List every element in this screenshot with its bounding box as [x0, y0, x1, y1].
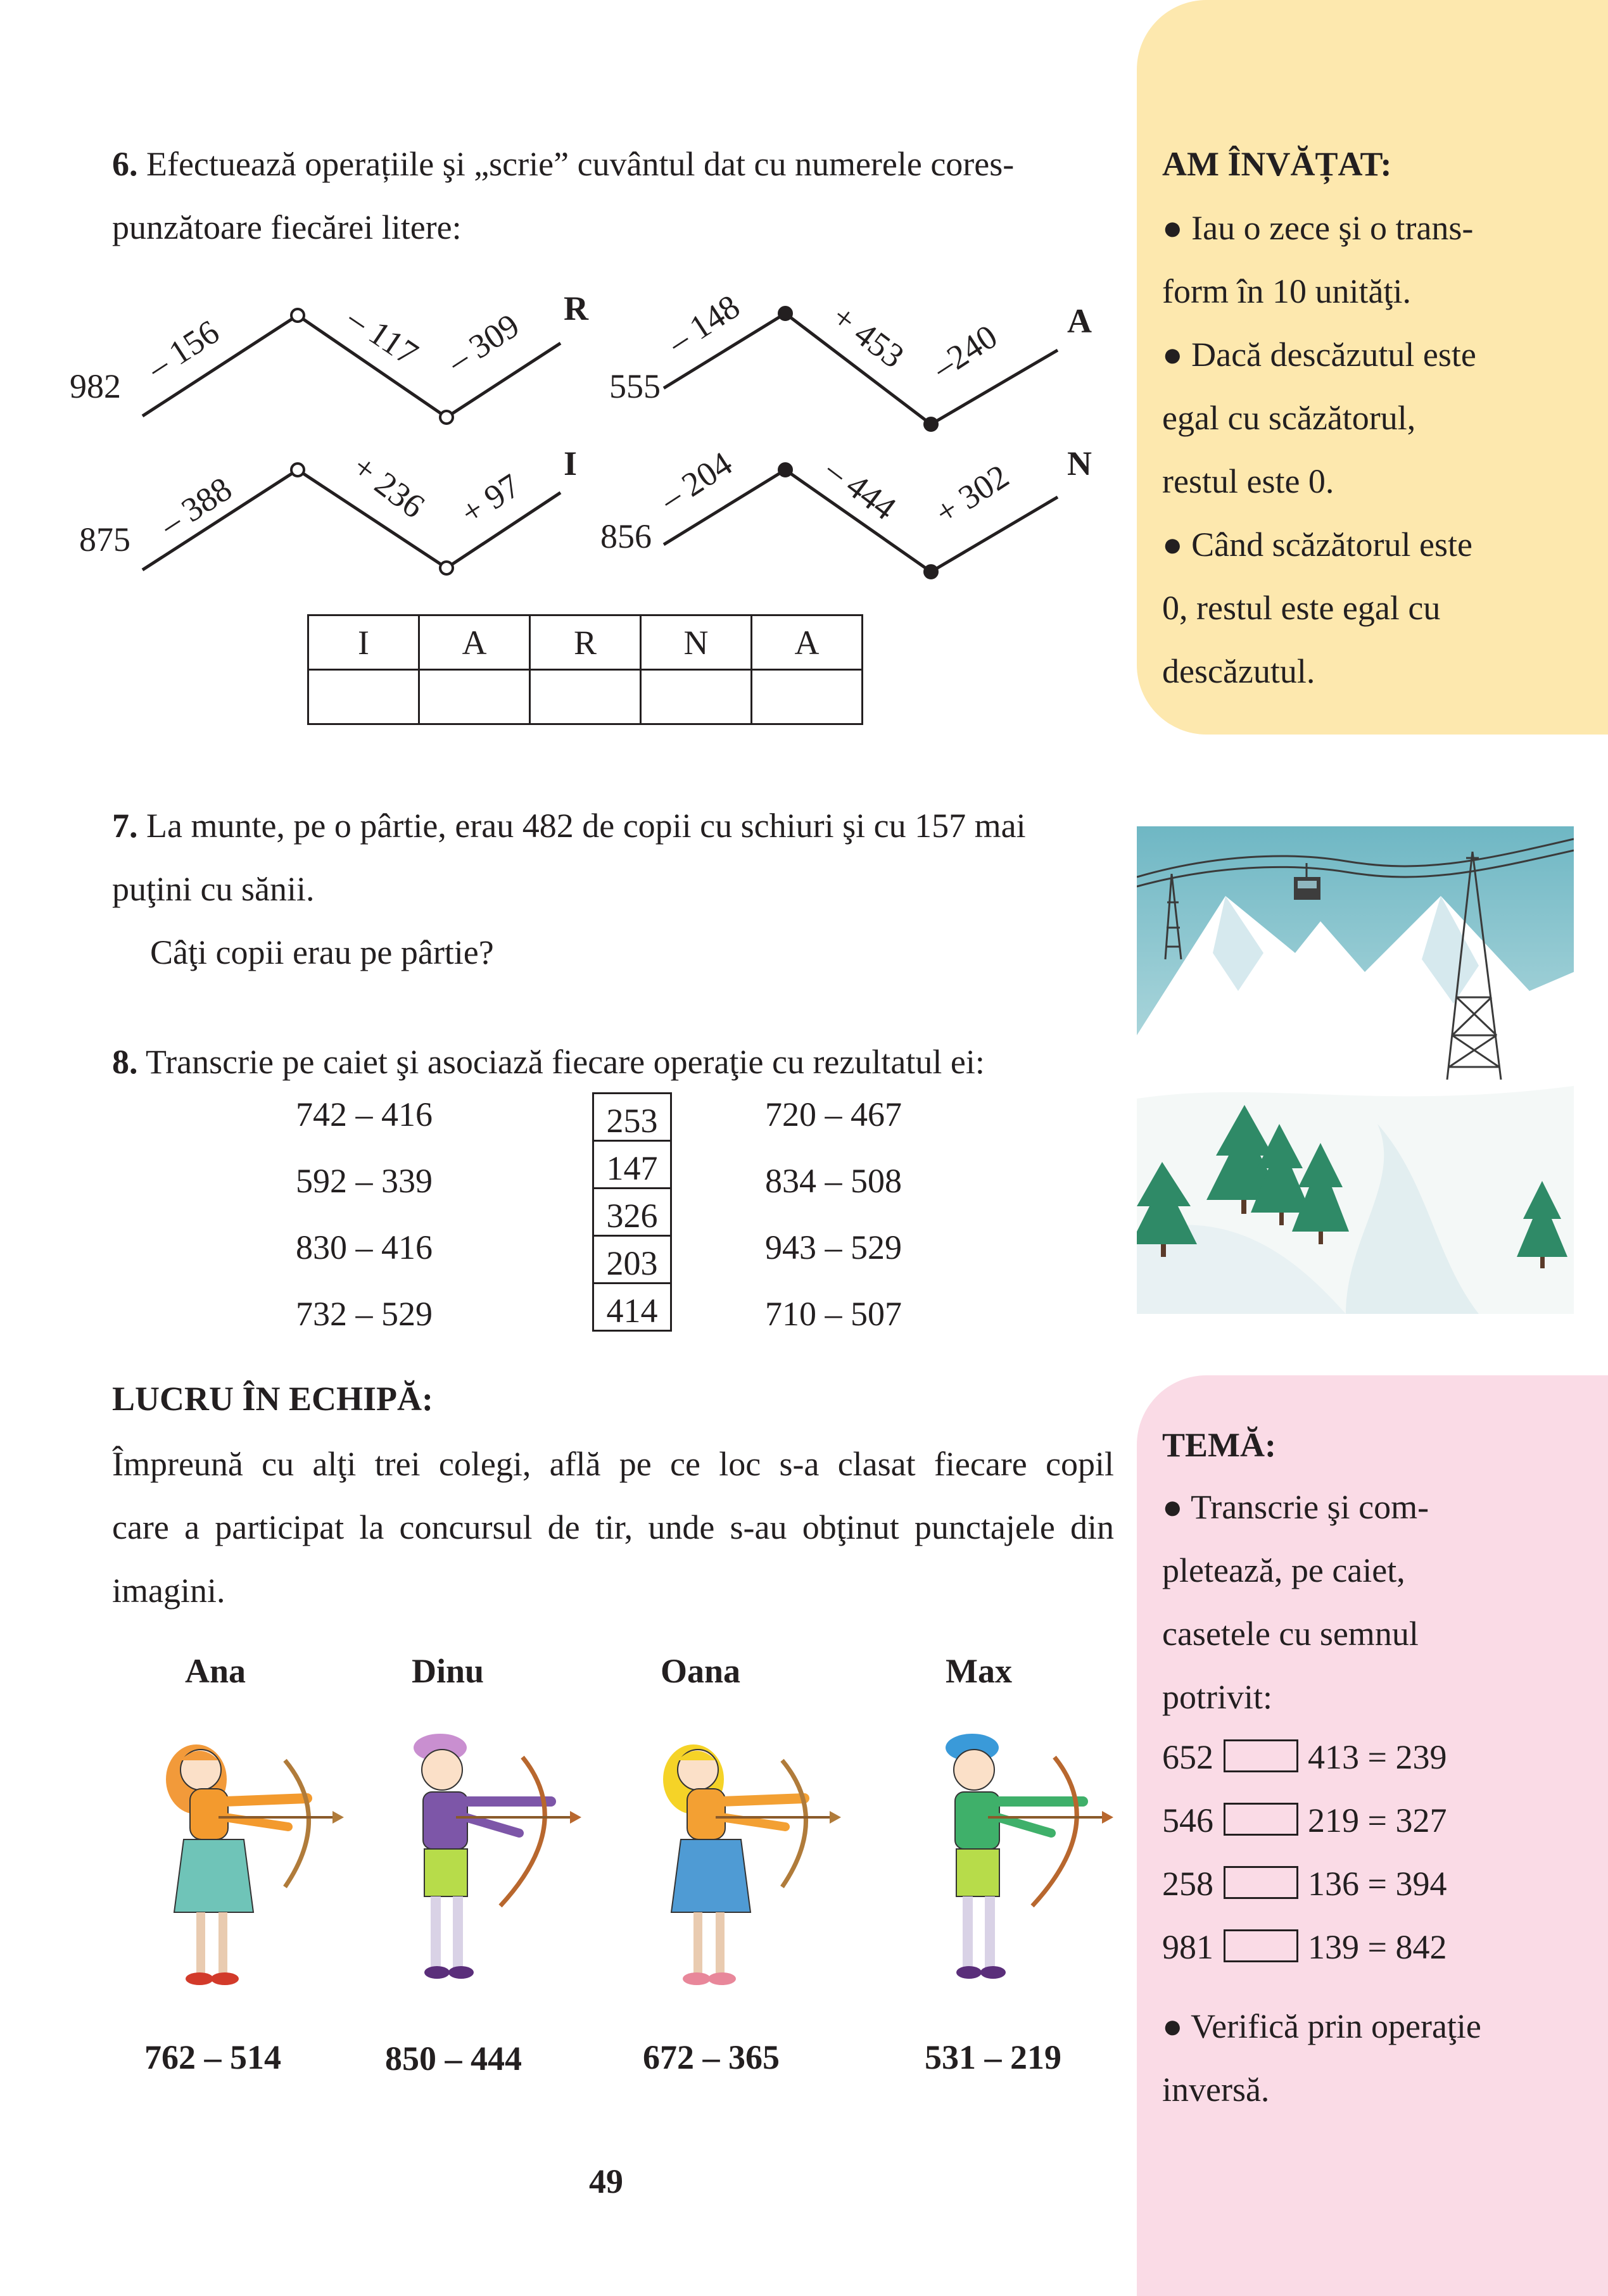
eq-left: 981 [1162, 1928, 1213, 1966]
result-cell: 203 [594, 1237, 670, 1284]
eq-right: 136 = 394 [1308, 1865, 1447, 1903]
chain-a-letter: A [1067, 302, 1092, 340]
learned-line: restul este 0. [1162, 462, 1334, 500]
chain-a-op3: –240 [925, 317, 1004, 387]
answer-cell [641, 670, 752, 724]
sign-box [1224, 1803, 1298, 1836]
chain-a-op2: + 453 [825, 297, 911, 375]
chain-a-op1: – 148 [661, 287, 747, 362]
homework-verify [1162, 1995, 1481, 2121]
chain-n-op3: + 302 [928, 457, 1016, 533]
learned-line: form în 10 unităţi. [1162, 272, 1411, 310]
homework-line: ● Transcrie şi com- [1162, 1488, 1429, 1526]
archer-oana [640, 1722, 842, 2001]
ex7-line1 [112, 809, 1026, 843]
kid-name: Dinu [412, 1652, 484, 1690]
right-op: 834 – 508 [765, 1162, 902, 1200]
chain-n-start: 856 [600, 517, 652, 555]
chain-i-start: 875 [79, 520, 130, 558]
sign-box [1224, 1739, 1298, 1772]
team-line: Împreună cu alţi trei colegi, află pe ce loc s-a clasat fiecare copil [112, 1445, 1114, 1483]
result-cell: 253 [594, 1094, 670, 1142]
eq-left: 546 [1162, 1801, 1213, 1839]
homework-text [1162, 1475, 1429, 1729]
eq-right: 139 = 842 [1308, 1928, 1447, 1966]
sign-box [1224, 1929, 1298, 1962]
team-line: care a participat la concursul de tir, unde s-au obţinut punctajele din [112, 1508, 1114, 1546]
kid-name: Max [946, 1652, 1012, 1690]
archer-dinu [380, 1722, 583, 2001]
learned-line: ● Dacă descăzutul este [1162, 336, 1476, 374]
learned-line: ● Când scăzătorul este [1162, 526, 1472, 564]
sign-box [1224, 1866, 1298, 1899]
word-letter: A [419, 615, 530, 670]
learned-line: descăzutul. [1162, 652, 1315, 690]
chain-r-letter: R [564, 289, 588, 327]
equation-row [1162, 1915, 1447, 1979]
learned-line: ● Iau o zece şi o trans- [1162, 209, 1474, 247]
ex7-question: Câţi copii erau pe pârtie? [150, 933, 494, 971]
kid-score: 531 – 219 [925, 2038, 1061, 2076]
kid-score: 850 – 444 [385, 2040, 522, 2078]
right-op: 720 – 467 [765, 1095, 902, 1133]
team-line: imagini. [112, 1572, 225, 1610]
result-cell: 414 [606, 1292, 658, 1330]
iarna-table [307, 614, 863, 725]
eq-left: 652 [1162, 1738, 1213, 1776]
word-letter: R [530, 615, 641, 670]
ex7-text-1: La munte, pe o pârtie, erau 482 de copii cu schiuri şi cu 157 mai [146, 807, 1026, 845]
ex6-text-1: Efectuează operațiile şi „scrie” cuvântul dat cu numerele cores- [146, 145, 1015, 183]
chain-n-op2: – 444 [818, 450, 903, 527]
homework-title: TEMĂ: [1162, 1426, 1276, 1464]
homework-line: casetele cu semnul [1162, 1615, 1419, 1653]
ski-slope-illustration [1137, 826, 1574, 1314]
zigzag-diagram [0, 279, 1134, 608]
chain-r-op1: – 156 [140, 312, 226, 387]
ex7-number: 7. [112, 807, 138, 845]
ex8-number: 8. [112, 1043, 138, 1081]
chain-r-start: 982 [70, 367, 121, 405]
learned-line: egal cu scăzătorul, [1162, 399, 1416, 437]
chain-i-op3: + 97 [453, 466, 527, 533]
kid-name: Oana [661, 1652, 741, 1690]
learned-text [1162, 196, 1476, 703]
left-op: 742 – 416 [296, 1095, 433, 1133]
chain-i-op1: – 388 [153, 469, 239, 544]
result-cell: 326 [594, 1189, 670, 1237]
learned-title: AM ÎNVĂȚAT: [1162, 145, 1392, 183]
homework-line: pletează, pe caiet, [1162, 1551, 1405, 1589]
chain-a-start: 555 [609, 367, 661, 405]
kid-score: 762 – 514 [144, 2038, 281, 2076]
results-column [592, 1092, 672, 1332]
homework-line: potrivit: [1162, 1678, 1272, 1716]
answer-cell [752, 670, 863, 724]
ex6-number: 6. [112, 145, 138, 183]
chain-r-op3: – 309 [440, 306, 526, 381]
archer-max [912, 1722, 1115, 2001]
verify-line: inversă. [1162, 2071, 1270, 2109]
left-op: 830 – 416 [296, 1228, 433, 1266]
chain-r-op2: – 117 [341, 299, 425, 373]
result-cell: 147 [594, 1142, 670, 1189]
word-letter: N [641, 615, 752, 670]
homework-equations [1162, 1725, 1447, 1979]
ex6-line1 [112, 147, 1014, 181]
ex8-line [112, 1045, 985, 1079]
left-op: 592 – 339 [296, 1162, 433, 1200]
page-number: 49 [589, 2162, 623, 2200]
kid-name: Ana [185, 1652, 246, 1690]
word-letter: I [308, 615, 419, 670]
equation-row [1162, 1789, 1447, 1852]
verify-line: ● Verifică prin operaţie [1162, 2007, 1481, 2045]
right-op: 943 – 529 [765, 1228, 902, 1266]
ex7-line2: puţini cu sănii. [112, 870, 315, 908]
chain-i-op2: + 236 [345, 447, 432, 526]
learned-line: 0, restul este egal cu [1162, 589, 1441, 627]
eq-right: 219 = 327 [1308, 1801, 1447, 1839]
answer-cell [530, 670, 641, 724]
kid-score: 672 – 365 [643, 2038, 780, 2076]
eq-left: 258 [1162, 1865, 1213, 1903]
ex8-text: Transcrie pe caiet şi asociază fiecare operaţie cu rezultatul ei: [146, 1043, 985, 1081]
chain-n-op1: – 204 [653, 444, 739, 519]
chain-n-letter: N [1067, 445, 1092, 483]
equation-row [1162, 1725, 1447, 1789]
eq-right: 413 = 239 [1308, 1738, 1447, 1776]
right-op: 710 – 507 [765, 1295, 902, 1333]
left-op: 732 – 529 [296, 1295, 433, 1333]
ex6-line2: punzătoare fiecărei litere: [112, 208, 462, 246]
answer-cell [419, 670, 530, 724]
word-letter: A [752, 615, 863, 670]
equation-row [1162, 1852, 1447, 1915]
archer-ana [142, 1722, 345, 2001]
team-text [112, 1432, 1114, 1622]
answer-cell [308, 670, 419, 724]
chain-i-letter: I [564, 445, 578, 483]
team-title: LUCRU ÎN ECHIPĂ: [112, 1380, 434, 1418]
